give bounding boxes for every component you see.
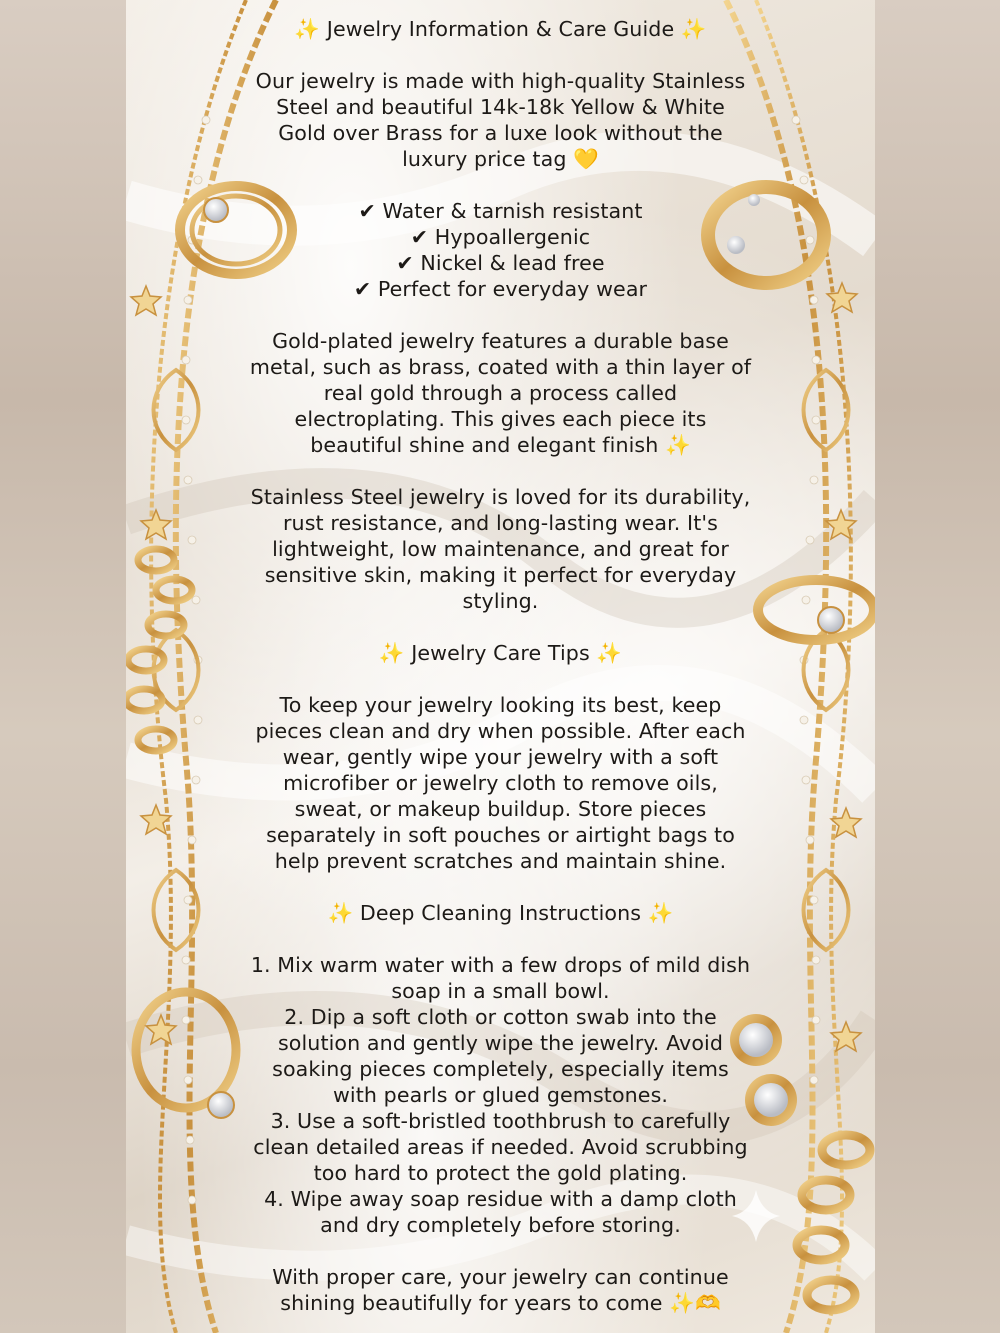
care-tips-line: microfiber or jewelry cloth to remove oils, bbox=[283, 771, 718, 795]
feature-item: ✔ Hypoallergenic bbox=[410, 225, 591, 249]
gold-plated-paragraph bbox=[126, 328, 875, 458]
care-tips-line: separately in soft pouches or airtight bags to bbox=[266, 823, 735, 847]
care-guide-card bbox=[126, 0, 875, 1333]
gold-plated-line: electroplating. This gives each piece its bbox=[294, 407, 707, 431]
deep-cleaning-line: soap in a small bowl. bbox=[391, 979, 610, 1003]
stainless-line: Stainless Steel jewelry is loved for its durability, bbox=[250, 485, 751, 509]
stainless-line: lightweight, low maintenance, and great for bbox=[272, 537, 729, 561]
deep-cleaning-line: 1. Mix warm water with a few drops of mild dish bbox=[250, 953, 751, 977]
care-tips-heading: ✨ Jewelry Care Tips ✨ bbox=[378, 641, 623, 665]
gold-plated-line: metal, such as brass, coated with a thin layer of bbox=[249, 355, 752, 379]
care-tips-line: wear, gently wipe your jewelry with a soft bbox=[282, 745, 719, 769]
deep-cleaning-line: 3. Use a soft-bristled toothbrush to carefully bbox=[270, 1109, 731, 1133]
care-tips-paragraph bbox=[126, 692, 875, 874]
deep-cleaning-line: solution and gently wipe the jewelry. Avoid bbox=[277, 1031, 724, 1055]
deep-cleaning-line: clean detailed areas if needed. Avoid scrubbing bbox=[253, 1135, 748, 1159]
deep-cleaning-steps bbox=[126, 952, 875, 1238]
deep-cleaning-line: 4. Wipe away soap residue with a damp cloth bbox=[264, 1187, 737, 1211]
right-blurred-background bbox=[875, 0, 1000, 1333]
care-guide-text bbox=[126, 16, 875, 1316]
gold-plated-line: Gold-plated jewelry features a durable base bbox=[272, 329, 729, 353]
deep-cleaning-line: with pearls or glued gemstones. bbox=[332, 1083, 669, 1107]
care-tips-line: To keep your jewelry looking its best, keep bbox=[279, 693, 722, 717]
stainless-line: sensitive skin, making it perfect for everyday bbox=[264, 563, 737, 587]
deep-cleaning-line: too hard to protect the gold plating. bbox=[313, 1161, 688, 1185]
deep-cleaning-heading: ✨ Deep Cleaning Instructions ✨ bbox=[327, 901, 674, 925]
feature-item: ✔ Water & tarnish resistant bbox=[358, 199, 643, 223]
left-blurred-background bbox=[0, 0, 126, 1333]
deep-cleaning-line: 2. Dip a soft cloth or cotton swab into the bbox=[284, 1005, 717, 1029]
guide-title: ✨ Jewelry Information & Care Guide ✨ bbox=[294, 17, 707, 41]
deep-cleaning-line: and dry completely before storing. bbox=[320, 1213, 681, 1237]
closing-paragraph bbox=[126, 1264, 875, 1316]
care-tips-line: sweat, or makeup buildup. Store pieces bbox=[294, 797, 707, 821]
stainless-line: styling. bbox=[462, 589, 539, 613]
feature-item: ✔ Nickel & lead free bbox=[396, 251, 605, 275]
feature-list bbox=[126, 198, 875, 302]
intro-line: Gold over Brass for a luxe look without the bbox=[278, 121, 723, 145]
care-tips-line: pieces clean and dry when possible. After each bbox=[255, 719, 746, 743]
gold-plated-line: real gold through a process called bbox=[323, 381, 678, 405]
feature-item: ✔ Perfect for everyday wear bbox=[353, 277, 648, 301]
intro-line: luxury price tag 💛 bbox=[402, 147, 599, 171]
closing-line: shining beautifully for years to come ✨🫶 bbox=[280, 1291, 721, 1315]
intro-paragraph bbox=[126, 68, 875, 172]
intro-line: Steel and beautiful 14k-18k Yellow & White bbox=[276, 95, 725, 119]
stainless-line: rust resistance, and long-lasting wear. It's bbox=[282, 511, 718, 535]
deep-cleaning-line: soaking pieces completely, especially items bbox=[272, 1057, 729, 1081]
gold-plated-line: beautiful shine and elegant finish ✨ bbox=[310, 433, 691, 457]
care-tips-line: help prevent scratches and maintain shine. bbox=[274, 849, 727, 873]
intro-line: Our jewelry is made with high-quality Stainless bbox=[255, 69, 746, 93]
closing-line: With proper care, your jewelry can continue bbox=[272, 1265, 729, 1289]
stainless-paragraph bbox=[126, 484, 875, 614]
